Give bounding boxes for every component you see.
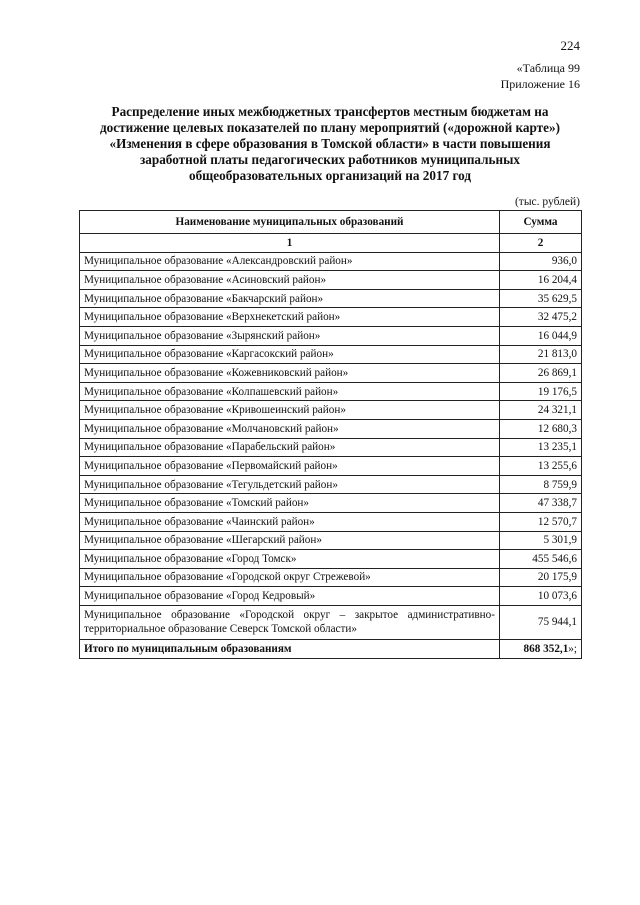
- table-row: [80, 568, 582, 587]
- column-index: 1: [80, 234, 500, 253]
- municipality-name: Муниципальное образование «Кожевниковский район»: [80, 364, 500, 383]
- transfer-sum: 16 044,9: [500, 326, 582, 345]
- table-row: [80, 587, 582, 606]
- transfer-sum: 8 759,9: [500, 475, 582, 494]
- municipality-name: Муниципальное образование «Александровский район»: [80, 252, 500, 271]
- closing-quote: »;: [568, 642, 577, 655]
- table-row: [80, 550, 582, 569]
- table-row: [80, 364, 582, 383]
- municipality-name: Муниципальное образование «Кривошеинский район»: [80, 401, 500, 420]
- page-number: 224: [560, 38, 580, 53]
- table-row: [80, 271, 582, 290]
- units-label: (тыс. рублей): [514, 196, 580, 208]
- municipality-name: Муниципальное образование «Молчановский район»: [80, 419, 500, 438]
- transfer-sum: 10 073,6: [500, 587, 582, 606]
- transfer-sum: 21 813,0: [500, 345, 582, 364]
- table-row: [80, 326, 582, 345]
- transfers-table: [79, 210, 582, 659]
- title-line: заработной платы педагогических работников муниципальных: [139, 152, 520, 167]
- municipality-name: Муниципальное образование «Каргасокский район»: [80, 345, 500, 364]
- municipality-name: Муниципальное образование «Городской округ – закрытое административно-территориальное образование Северск Томской области»: [80, 605, 500, 639]
- total-sum: 868 352,1: [523, 642, 569, 655]
- municipality-name: Муниципальное образование «Городской округ Стрежевой»: [80, 568, 500, 587]
- transfer-sum: 35 629,5: [500, 289, 582, 308]
- municipality-name: Муниципальное образование «Зырянский район»: [80, 326, 500, 345]
- transfer-sum: 16 204,4: [500, 271, 582, 290]
- table-ref-label: «Таблица 99: [516, 61, 580, 75]
- transfer-sum: 75 944,1: [500, 605, 582, 639]
- column-index: 2: [500, 234, 582, 253]
- transfer-sum: 32 475,2: [500, 308, 582, 327]
- municipality-name: Муниципальное образование «Чаинский район»: [80, 512, 500, 531]
- municipality-name: Муниципальное образование «Тегульдетский район»: [80, 475, 500, 494]
- table-row: [80, 438, 582, 457]
- municipality-name: Муниципальное образование «Верхнекетский район»: [80, 308, 500, 327]
- table-row: [80, 252, 582, 271]
- document-title: [80, 104, 580, 184]
- total-row: [80, 639, 582, 658]
- municipality-name: Муниципальное образование «Бакчарский район»: [80, 289, 500, 308]
- municipality-name: Муниципальное образование «Город Кедровый»: [80, 587, 500, 606]
- transfer-sum: 47 338,7: [500, 494, 582, 513]
- title-line: общеобразовательных организаций на 2017 год: [188, 168, 472, 183]
- table-row: [80, 494, 582, 513]
- table-row: [80, 475, 582, 494]
- table-row: [80, 289, 582, 308]
- table-row: [80, 531, 582, 550]
- table-reference: [501, 60, 580, 92]
- total-sum-cell: [500, 639, 582, 658]
- transfer-sum: 5 301,9: [500, 531, 582, 550]
- municipality-name: Муниципальное образование «Город Томск»: [80, 550, 500, 569]
- municipality-name: Муниципальное образование «Томский район»: [80, 494, 500, 513]
- municipality-name: Муниципальное образование «Колпашевский район»: [80, 382, 500, 401]
- municipality-name: Муниципальное образование «Шегарский район»: [80, 531, 500, 550]
- transfer-sum: 12 570,7: [500, 512, 582, 531]
- table-row: [80, 345, 582, 364]
- total-label: Итого по муниципальным образованиям: [80, 639, 500, 658]
- transfer-sum: 19 176,5: [500, 382, 582, 401]
- municipality-name: Муниципальное образование «Асиновский район»: [80, 271, 500, 290]
- transfer-sum: 936,0: [500, 252, 582, 271]
- appendix-label: Приложение 16: [500, 77, 580, 91]
- table-row: [80, 382, 582, 401]
- title-line: «Изменения в сфере образования в Томской области» в части повышения: [109, 136, 551, 151]
- municipality-name: Муниципальное образование «Первомайский район»: [80, 457, 500, 476]
- transfer-sum: 13 235,1: [500, 438, 582, 457]
- title-line: Распределение иных межбюджетных трансфертов местным бюджетам на: [111, 104, 549, 119]
- table-row: [80, 512, 582, 531]
- table-row: [80, 457, 582, 476]
- title-line: достижение целевых показателей по плану мероприятий («дорожной карте»): [100, 120, 560, 135]
- header-row: [80, 211, 582, 234]
- transfer-sum: 20 175,9: [500, 568, 582, 587]
- municipality-name: Муниципальное образование «Парабельский район»: [80, 438, 500, 457]
- column-header-sum: Сумма: [500, 211, 582, 234]
- transfer-sum: 26 869,1: [500, 364, 582, 383]
- table-row: [80, 605, 582, 639]
- table-row: [80, 308, 582, 327]
- column-header-name: Наименование муниципальных образований: [80, 211, 500, 234]
- table-row: [80, 401, 582, 420]
- transfer-sum: 12 680,3: [500, 419, 582, 438]
- transfer-sum: 455 546,6: [500, 550, 582, 569]
- transfer-sum: 13 255,6: [500, 457, 582, 476]
- table-row: [80, 419, 582, 438]
- index-row: [80, 234, 582, 253]
- transfer-sum: 24 321,1: [500, 401, 582, 420]
